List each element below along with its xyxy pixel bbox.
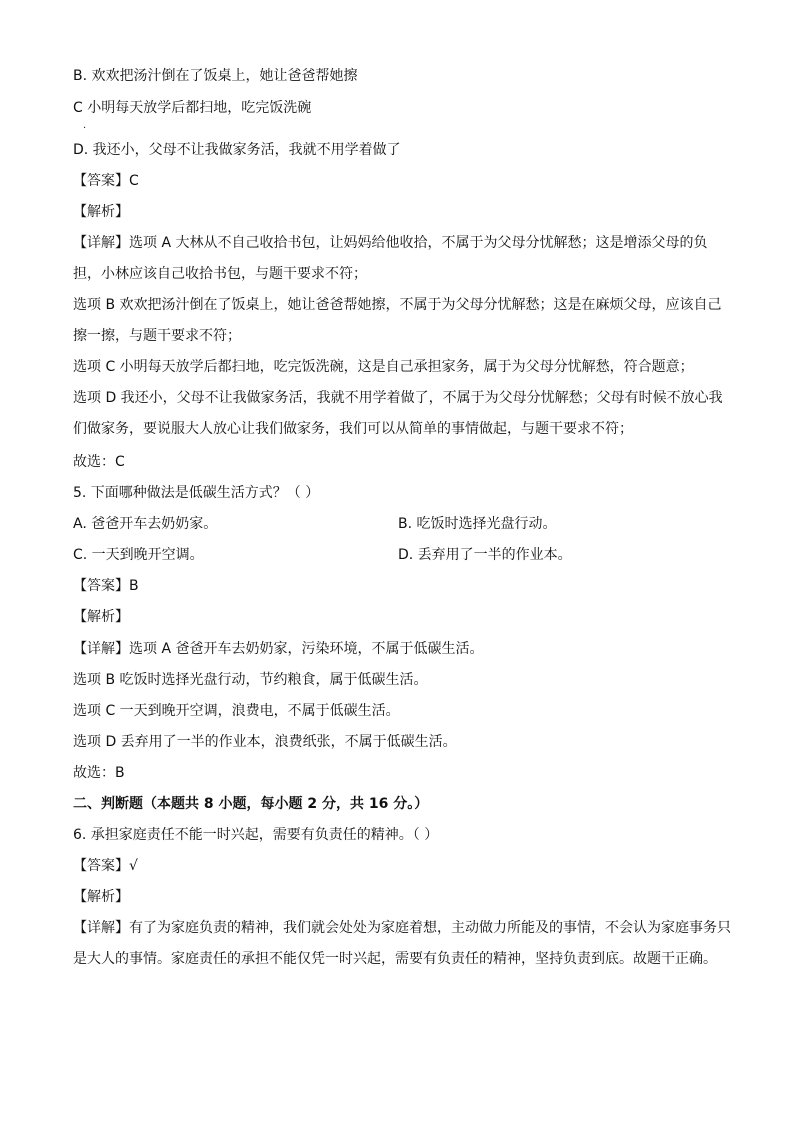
q5-detail-b: 选项 B 吃饭时选择光盘行动，节约粮食，属于低碳生活。 xyxy=(73,672,428,688)
q6-stem: 6. 承担家庭责任不能一时兴起，需要有负责任的精神。（ ） xyxy=(73,827,439,843)
q5-detail-c: 选项 C 一天到晚开空调，浪费电，不属于低碳生活。 xyxy=(73,703,400,719)
q5-option-c: C. 一天到晚开空调。 xyxy=(73,547,204,563)
section-2-title: 二、判断题（本题共 8 小题，每小题 2 分，共 16 分。） xyxy=(73,796,429,812)
q5-analysis-label: 【解析】 xyxy=(73,609,129,625)
q6-detail: 【详解】有了为家庭负责的精神，我们就会处处为家庭着想，主动做力所能及的事情，不会认为家庭事务只是大人的事情。家庭责任的承担不能仅凭一时兴起，需要有负责任的精神，坚持负责到底。故题干正确。 xyxy=(73,920,731,967)
q4-detail-b: 选项 B 欢欢把汤汁倒在了饭桌上，她让爸爸帮她擦，不属于为父母分忧解愁；这是在麻烦父母，应该自己擦一擦，与题干要求不符； xyxy=(73,297,722,344)
q4-option-c-dot: . xyxy=(83,120,87,131)
q4-answer: 【答案】C xyxy=(73,173,139,189)
q4-analysis-label: 【解析】 xyxy=(73,204,129,220)
q5-conclusion: 故选：B xyxy=(73,765,125,781)
q4-detail-d: 选项 D 我还小，父母不让我做家务活，我就不用学着做了，不属于为父母分忧解愁；父母有时候不放心我们做家务，要说服大人放心让我们做家务，我们可以从简单的事情做起，与题干要求不符； xyxy=(73,390,723,437)
q4-option-d: D. 我还小，父母不让我做家务活，我就不用学着做了 xyxy=(73,142,401,158)
q4-option-b: B. 欢欢把汤汁倒在了饭桌上，她让爸爸帮她擦 xyxy=(73,68,358,84)
q5-detail-d: 选项 D 丢弃用了一半的作业本，浪费纸张，不属于低碳生活。 xyxy=(73,734,457,750)
q5-option-d: D. 丢弃用了一半的作业本。 xyxy=(398,547,572,563)
q5-option-a: A. 爸爸开车去奶奶家。 xyxy=(73,516,218,532)
q4-detail-a: 【详解】选项 A 大林从不自己收拾书包，让妈妈给他收拾，不属于为父母分忧解愁；这是增添父母的负担，小林应该自己收拾书包，与题干要求不符； xyxy=(73,235,708,282)
q6-answer: 【答案】√ xyxy=(73,858,138,874)
q5-stem: 5. 下面哪种做法是低碳生活方式？（ ） xyxy=(73,485,320,501)
q5-detail-a: 【详解】选项 A 爸爸开车去奶奶家，污染环境，不属于低碳生活。 xyxy=(73,641,484,657)
q5-option-b: B. 吃饭时选择光盘行动。 xyxy=(398,516,557,532)
q4-conclusion: 故选：C xyxy=(73,454,125,470)
q4-option-c: C 小明每天放学后都扫地，吃完饭洗碗 xyxy=(73,100,312,116)
q4-detail-c: 选项 C 小明每天放学后都扫地，吃完饭洗碗，这是自己承担家务，属于为父母分忧解愁，符合题意； xyxy=(73,359,694,375)
q5-answer: 【答案】B xyxy=(73,578,139,594)
q6-analysis-label: 【解析】 xyxy=(73,889,129,905)
